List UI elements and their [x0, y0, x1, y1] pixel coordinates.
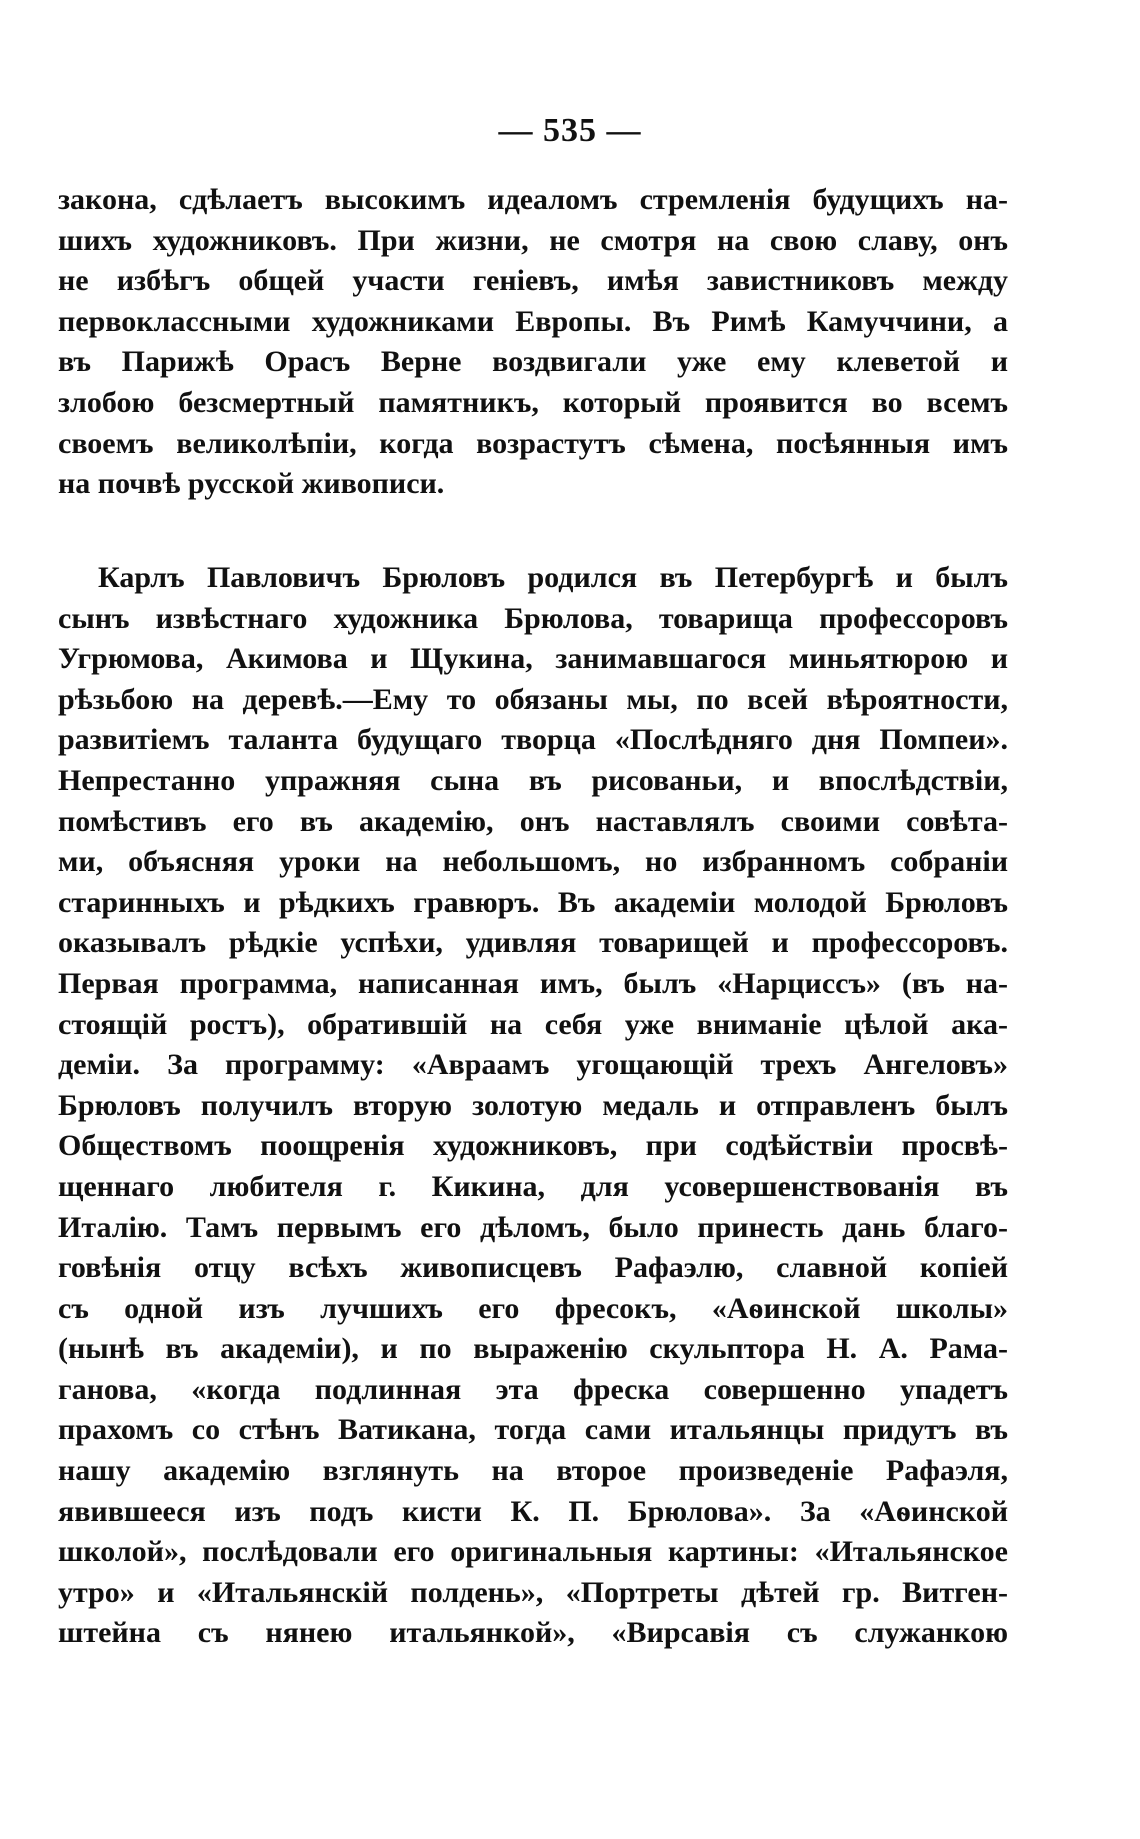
text-line: оказывалъ рѣдкіе успѣхи, удивляя товарищей и профессоровъ. [58, 926, 1008, 960]
text-line: нашу академію взглянуть на второе произведеніе Рафаэля, [58, 1454, 1008, 1488]
text-line: Угрюмова, Акимова и Щукина, занимавшагося миньятюрою и [58, 642, 1008, 676]
text-line: говѣнія отцу всѣхъ живописцевъ Рафаэлю, славной копіей [58, 1251, 1008, 1285]
text-line: Непрестанно упражняя сына въ рисованьи, и впослѣдствіи, [58, 763, 1008, 797]
text-line: ми, объясняя уроки на небольшомъ, но избранномъ собраніи [58, 845, 1008, 879]
text-line: старинныхъ и рѣдкихъ гравюръ. Въ академіи молодой Брюловъ [58, 885, 1008, 919]
text-line: не избѣгъ общей участи геніевъ, имѣя завистниковъ между [58, 264, 1008, 298]
text-line: первоклассными художниками Европы. Въ Римѣ Камуччини, а [58, 304, 1008, 338]
paragraph-bryullov-biography [58, 558, 1008, 1654]
text-line: школой», послѣдовали его оригинальныя картины: «Итальянское [58, 1535, 1008, 1569]
text-line: прахомъ со стѣнъ Ватикана, тогда сами итальянцы придутъ въ [58, 1413, 1008, 1447]
text-line: явившееся изъ подъ кисти К. П. Брюлова». За «Аѳинской [58, 1494, 1008, 1528]
text-line: шихъ художниковъ. При жизни, не смотря на свою славу, онъ [58, 223, 1008, 257]
text-line: деміи. За программу: «Авраамъ угощающій трехъ Ангеловъ» [58, 1048, 1008, 1082]
text-line: закона, сдѣлаетъ высокимъ идеаломъ стремленія будущихъ на- [58, 183, 1008, 216]
text-line: стоящій ростъ), обратившій на себя уже вниманіе цѣлой ака- [58, 1007, 1008, 1041]
text-line: Брюловъ получилъ вторую золотую медаль и отправленъ былъ [58, 1088, 1008, 1122]
text-line: рѣзьбою на деревѣ.—Ему то обязаны мы, по всей вѣроятности, [58, 682, 1008, 716]
text-line: утро» и «Итальянскій полдень», «Портреты дѣтей гр. Витген- [58, 1575, 1008, 1609]
text-line: развитіемъ таланта будущаго творца «Послѣдняго дня Помпеи». [58, 723, 1008, 757]
text-line: штейна съ нянею итальянкой», «Вирсавія съ служанкою [58, 1616, 1008, 1650]
text-line: Обществомъ поощренія художниковъ, при содѣйствіи просвѣ- [58, 1129, 1008, 1163]
text-line: своемъ великолѣпіи, когда возрастутъ сѣмена, посѣянныя имъ [58, 426, 1008, 460]
text-line: щеннаго любителя г. Кикина, для усовершенствованія въ [58, 1169, 1008, 1203]
text-line: злобою безсмертный памятникъ, который проявится во всемъ [58, 385, 1008, 419]
text-line: Карлъ Павловичъ Брюловъ родился въ Петербургѣ и былъ [98, 561, 1008, 594]
text-line: въ Парижѣ Орасъ Верне воздвигали уже ему клеветой и [58, 345, 1008, 379]
text-line: ганова, «когда подлинная эта фреска совершенно упадетъ [58, 1372, 1008, 1406]
text-line: на почвѣ русской живописи. [58, 467, 445, 501]
paragraph-continuation [58, 180, 1008, 505]
text-line: Италію. Тамъ первымъ его дѣломъ, было принесть дань благо- [58, 1210, 1008, 1244]
text-line: помѣстивъ его въ академію, онъ наставлялъ своими совѣта- [58, 804, 1008, 838]
page-number: — 535 — [498, 112, 642, 149]
text-line: (нынѣ въ академіи), и по выраженію скульптора Н. А. Рама- [58, 1332, 1008, 1366]
text-line: сынъ извѣстнаго художника Брюлова, товарища профессоровъ [58, 601, 1008, 635]
text-line: Первая программа, написанная имъ, былъ «Нарциссъ» (въ на- [58, 966, 1008, 1000]
text-line: съ одной изъ лучшихъ его фресокъ, «Аѳинской школы» [58, 1291, 1008, 1325]
